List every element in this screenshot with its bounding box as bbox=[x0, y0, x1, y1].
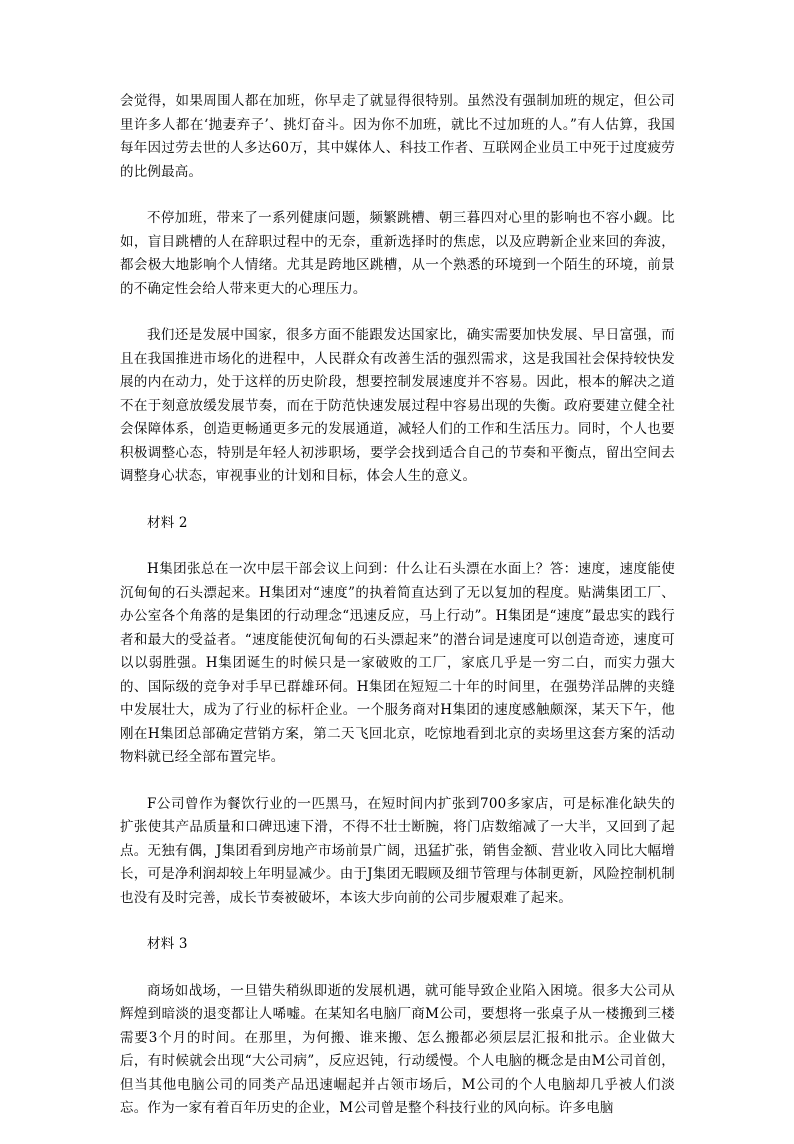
section-heading-material-3: 材料 3 bbox=[147, 936, 188, 952]
section-heading-material-2: 材料 2 bbox=[147, 514, 188, 531]
paragraph-m-company-decline: 商场如战场，一旦错失稍纵即逝的发展机遇，就可能导致企业陷入困境。很多大公司从辉煌到暗淡的退变都让人唏嘘。在某知名电脑厂商M公司，要想将一张桌子从一楼搬到三楼需要3个月的时间。在那里，为何搬、谁来搬、怎么搬都必须层层汇报和批示。企业做大后，有时候就会出现“大公司病”，反应迟钝，行动缓慢。个人电脑的概念是由M公司首创，但当其他电脑公司的同类产品迅速崛起并占领市场后，M公司的个人电脑却几乎被人们淡忘。作为一家有着百年历史的企业，M公司曾是整个科技行业的风向标。许多电脑 bbox=[120, 982, 675, 1116]
paragraph-f-company-expansion: F公司曾作为餐饮行业的一匹黑马，在短时间内扩张到700多家店，可是标准化缺失的扩张使其产品质量和口碑迅速下滑，不得不壮士断腕，将门店数缩减了一大半，又回到了起点。无独有偶，J集团看到房地产市场前景广阔，迅猛扩张，销售金额、营业收入同比大幅增长，可是净利润却较上年明显减少。由于J集团无暇顾及细节管理与体制更新，风险控制机制也没有及时完善，成长节奏被破坏，本该大步向前的公司步履艰难了起来。 bbox=[120, 795, 675, 906]
document-page bbox=[120, 90, 675, 1144]
paragraph-development-balance: 我们还是发展中国家，很多方面不能跟发达国家比，确实需要加快发展、早日富强，而且在我国推进市场化的进程中，人民群众有改善生活的强烈需求，这是我国社会保持较快发展的内在动力，处于这样的历史阶段，想要控制发展速度并不容易。因此，根本的解决之道不在于刻意放缓发展节奏，而在于防范快速发展过程中容易出现的失衡。政府要建立健全社会保障体系，创造更畅通更多元的发展通道，减轻人们的工作和生活压力。同时，个人也要积极调整心态，特别是年轻人初涉职场，要学会找到适合自己的节奏和平衡点，留出空间去调整身心状态，审视事业的计划和目标，体会人生的意义。 bbox=[120, 327, 675, 484]
paragraph-overwork-intro: 会觉得，如果周围人都在加班，你早走了就显得很特别。虽然没有强制加班的规定，但公司里许多人都在‘抛妻弃子’、挑灯奋斗。因为你不加班，就比不过加班的人。”有人估算，我国每年因过劳去世的人多达60万，其中媒体人、科技工作者、互联网企业员工中死于过度疲劳的比例最高。 bbox=[120, 93, 675, 180]
paragraph-health-problems: 不停加班，带来了一系列健康问题，频繁跳槽、朝三暮四对心里的影响也不容小觑。比如，盲目跳槽的人在辞职过程中的无奈，重新选择时的焦虑，以及应聘新企业来回的奔波，都会极大地影响个人情绪。尤其是跨地区跳槽，从一个熟悉的环境到一个陌生的环境，前景的不确定性会给人带来更大的心理压力。 bbox=[120, 210, 675, 297]
paragraph-h-group-speed: H集团张总在一次中层干部会议上问到：什么让石头漂在水面上？答：速度，速度能使沉甸甸的石头漂起来。H集团对“速度”的执着简直达到了无以复加的程度。贴满集团工厂、办公室各个角落的是集团的行动理念“迅速反应，马上行动”。H集团是“速度”最忠实的践行者和最大的受益者。“速度能使沉甸甸的石头漂起来”的潜台词是速度可以创造奇迹，速度可以以弱胜强。H集团诞生的时候只是一家破败的工厂，家底几乎是一穷二白，而实力强大的、国际级的竞争对手早已群雄环伺。H集团在短短二十年的时间里，在强势洋品牌的夹缝中发展壮大，成为了行业的标杆企业。一个服务商对H集团的速度感触颇深，某天下午，他刚在H集团总部确定营销方案，第二天飞回北京，吃惊地看到北京的卖场里这套方案的活动物料就已经全部布置完毕。 bbox=[120, 561, 675, 765]
